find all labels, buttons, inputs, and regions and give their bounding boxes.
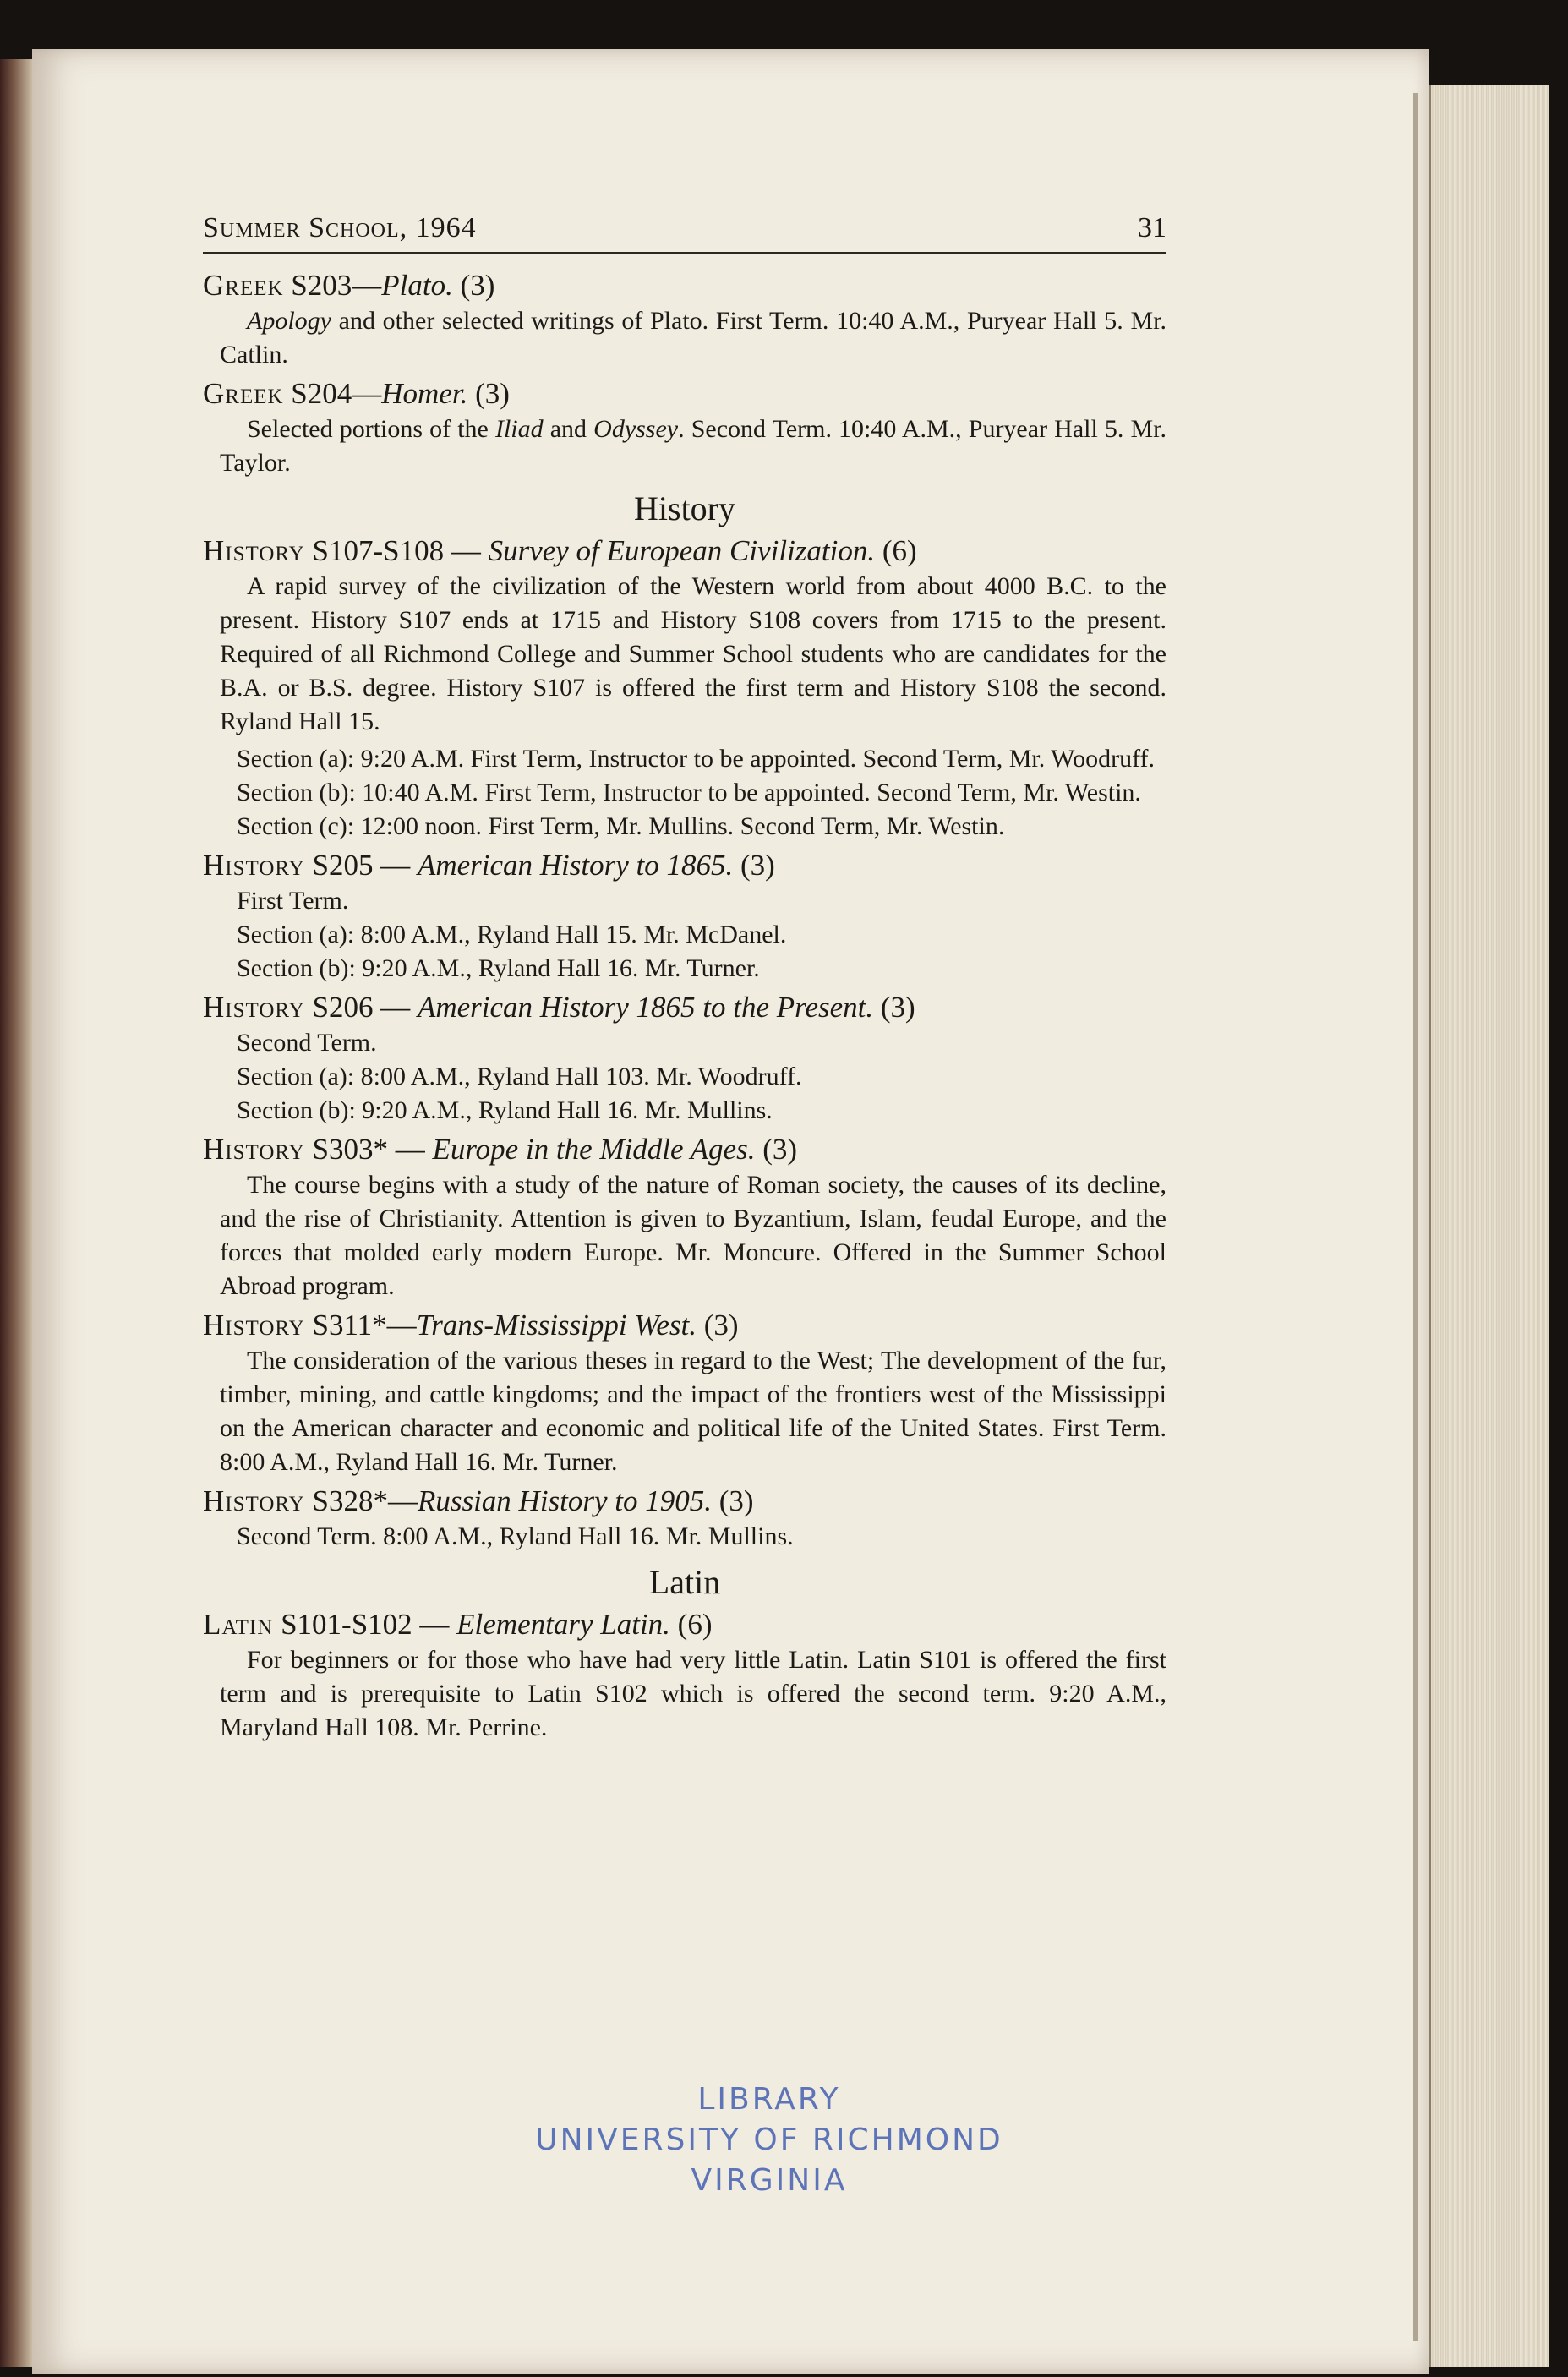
left-page-edge	[0, 59, 36, 2367]
course-heading: Latin S101-S102 — Elementary Latin. (6)	[203, 1608, 713, 1641]
course-heading: History S206 — American History 1865 to the Present. (3)	[203, 991, 915, 1024]
page-number: 31	[1138, 212, 1166, 243]
course-description: Selected portions of the Iliad and Odyssey. Second Term. 10:40 A.M., Puryear Hall 5. Mr. Taylor.	[220, 415, 1166, 477]
course-description: A rapid survey of the civilization of the Western world from about 4000 B.C. to the present. History S107 ends at 1715 and History S108 covers from 1715 to the present. Required of all Richmond College and Summer School students who are candidates for the B.A. or B.S. degree. History S107 is offered the first term and History S108 the second. Ryland Hall 15.	[220, 572, 1166, 735]
stamp-line-3: VIRGINIA	[691, 2163, 848, 2198]
course-heading: History S303* — Europe in the Middle Ages. (3)	[203, 1133, 798, 1166]
course-term: First Term.	[237, 887, 349, 915]
section-heading-latin: Latin	[648, 1563, 721, 1601]
course-heading: History S328*—Russian History to 1905. (3)	[203, 1484, 754, 1517]
course-description: The consideration of the various theses in regard to the West; The development of the fur, timber, mining, and cattle kingdoms; and the impact of the frontiers west of the Mississippi on the American character and economic and political life of the United States. First Term. 8:00 A.M., Ryland Hall 16. Mr. Turner.	[220, 1347, 1166, 1476]
course-description: Apology and other selected writings of Plato. First Term. 10:40 A.M., Puryear Hall 5. Mr. Catlin.	[220, 307, 1166, 369]
section-line: Section (a): 9:20 A.M. First Term, Instructor to be appointed. Second Term, Mr. Woodruff.	[237, 745, 1156, 773]
course-description: The course begins with a study of the nature of Roman society, the causes of its decline, and the rise of Christianity. Attention is given to Byzantium, Islam, feudal Europe, and the forces that molded early modern Europe. Mr. Moncure. Offered in the Summer School Abroad program.	[220, 1171, 1166, 1300]
stamp-line-1: LIBRARY	[697, 2082, 841, 2117]
course-greek-s204	[203, 377, 1166, 480]
course-heading: History S107-S108 — Survey of European Civilization. (6)	[203, 534, 917, 567]
course-heading: Greek S203—Plato. (3)	[203, 269, 495, 302]
section-line: Section (b): 9:20 A.M., Ryland Hall 16. Mr. Turner.	[237, 954, 760, 982]
course-latin-s101-s102	[203, 1608, 1166, 1745]
page-content	[203, 211, 1166, 1748]
section-line: Section (b): 9:20 A.M., Ryland Hall 16. Mr. Mullins.	[237, 1096, 773, 1124]
section-line: Section (b): 10:40 A.M. First Term, Instructor to be appointed. Second Term, Mr. Westin.	[237, 779, 1141, 806]
course-heading: History S205 — American History to 1865. (3)	[203, 849, 775, 882]
course-heading: Greek S204—Homer. (3)	[203, 377, 510, 410]
course-term: Second Term.	[237, 1029, 377, 1057]
page-gutter-line	[1413, 93, 1418, 2341]
section-line: Section (c): 12:00 noon. First Term, Mr. Mullins. Second Term, Mr. Westin.	[237, 812, 1005, 840]
page-stack-edge	[1429, 85, 1549, 2367]
section-line: Section (a): 8:00 A.M., Ryland Hall 103. Mr. Woodruff.	[237, 1063, 802, 1090]
course-greek-s203	[203, 269, 1166, 372]
course-history-s205	[203, 849, 1166, 986]
course-description: For beginners or for those who have had very little Latin. Latin S101 is offered the first term and is prerequisite to Latin S102 which is offered the second term. 9:20 A.M., Maryland Hall 108. Mr. Perrine.	[220, 1646, 1166, 1741]
course-description: Second Term. 8:00 A.M., Ryland Hall 16. Mr. Mullins.	[237, 1522, 794, 1550]
course-history-s328	[203, 1484, 1166, 1554]
stamp-line-2: UNIVERSITY OF RICHMOND	[535, 2123, 1003, 2157]
course-heading: History S311*—Trans-Mississippi West. (3)	[203, 1309, 739, 1342]
running-header	[203, 211, 1166, 254]
course-history-s107-s108	[203, 534, 1166, 844]
course-history-s311	[203, 1309, 1166, 1479]
course-history-s206	[203, 991, 1166, 1128]
header-title: Summer School, 1964	[203, 212, 477, 243]
library-stamp	[431, 2079, 1107, 2201]
section-line: Section (a): 8:00 A.M., Ryland Hall 15. Mr. McDanel.	[237, 921, 787, 948]
section-heading-history: History	[634, 489, 735, 527]
course-history-s303	[203, 1133, 1166, 1303]
